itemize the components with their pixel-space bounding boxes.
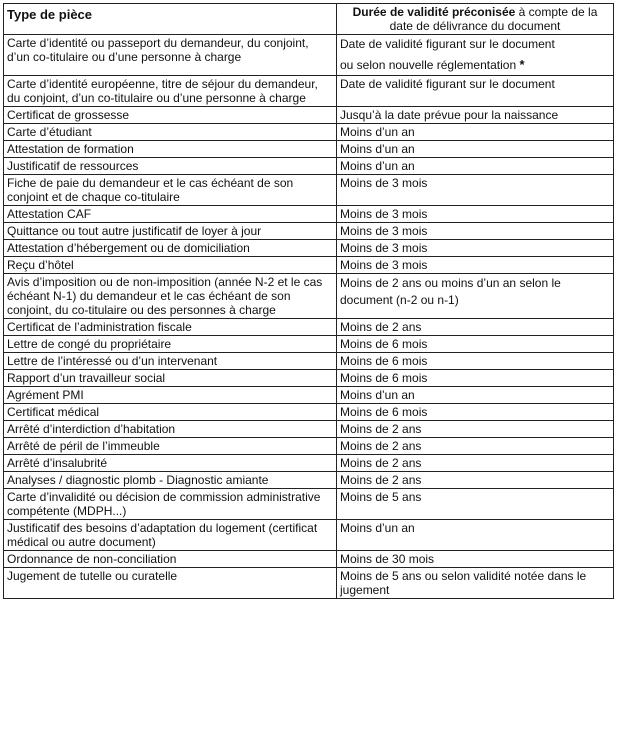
table-row [4,274,614,319]
duree-cell: Moins de 2 ans ou moins d’un an selon le document (n-2 ou n-1) [337,274,614,319]
table-row [4,551,614,568]
table-row [4,404,614,421]
table-row [4,472,614,489]
piece-cell: Justificatif des besoins d’adaptation du logement (certificat médical ou autre document) [4,520,337,551]
piece-cell: Certificat médical [4,404,337,421]
duree-cell: Jusqu’à la date prévue pour la naissance [337,107,614,124]
table-row [4,568,614,599]
piece-cell: Attestation CAF [4,206,337,223]
piece-cell: Agrément PMI [4,387,337,404]
piece-cell: Quittance ou tout autre justificatif de loyer à jour [4,223,337,240]
duree-cell: Moins de 30 mois [337,551,614,568]
table-header-row [4,4,614,35]
table-row [4,35,614,76]
table-row [4,370,614,387]
piece-cell: Fiche de paie du demandeur et le cas échéant de son conjoint et de chaque co-titulaire [4,175,337,206]
table-row [4,124,614,141]
piece-cell: Avis d’imposition ou de non-imposition (année N-2 et le cas échéant N-1) du demandeur et le cas échéant de son conjoint, du co-titulaire ou des personnes à charge [4,274,337,319]
validity-table [3,3,614,599]
piece-cell: Jugement de tutelle ou curatelle [4,568,337,599]
duree-cell [337,35,614,76]
table-row [4,240,614,257]
piece-cell: Ordonnance de non-conciliation [4,551,337,568]
piece-cell: Reçu d’hôtel [4,257,337,274]
header-duree-validite [337,4,614,35]
table-row [4,387,614,404]
piece-cell: Arrêté d’insalubrité [4,455,337,472]
duree-cell: Moins de 3 mois [337,223,614,240]
table-row [4,76,614,107]
table-row [4,319,614,336]
table-row [4,223,614,240]
table-row [4,107,614,124]
duree-cell: Moins d’un an [337,124,614,141]
piece-cell: Certificat de grossesse [4,107,337,124]
duree-cell: Moins de 3 mois [337,240,614,257]
duree-cell: Moins d’un an [337,158,614,175]
header-type-piece: Type de pièce [4,4,337,35]
table-row [4,353,614,370]
duree-cell: Moins de 6 mois [337,370,614,387]
duree-cell: Moins de 2 ans [337,472,614,489]
piece-cell: Rapport d’un travailleur social [4,370,337,387]
table-row [4,206,614,223]
piece-cell: Arrêté d’interdiction d’habitation [4,421,337,438]
table-row [4,257,614,274]
piece-cell: Justificatif de ressources [4,158,337,175]
duree-line-1: Date de validité figurant sur le document [340,37,555,51]
duree-cell: Date de validité figurant sur le document [337,76,614,107]
duree-line-2: ou selon nouvelle réglementation [340,58,517,72]
footnote-star: * [519,57,525,72]
duree-cell: Moins d’un an [337,387,614,404]
piece-cell: Attestation de formation [4,141,337,158]
table-row [4,438,614,455]
document-page [3,3,614,599]
table-row [4,421,614,438]
table-row [4,520,614,551]
duree-cell: Moins d’un an [337,141,614,158]
piece-cell: Certificat de l’administration fiscale [4,319,337,336]
table-row [4,158,614,175]
duree-cell: Moins de 2 ans [337,438,614,455]
piece-cell: Carte d’invalidité ou décision de commission administrative compétente (MDPH...) [4,489,337,520]
table-row [4,489,614,520]
piece-cell: Carte d’identité ou passeport du demandeur, du conjoint, d’un co-titulaire ou d’une personne à charge [4,35,337,76]
table-row [4,336,614,353]
piece-cell: Carte d’étudiant [4,124,337,141]
piece-cell: Carte d’identité européenne, titre de séjour du demandeur, du conjoint, d’un co-titulaire ou d’une personne à charge [4,76,337,107]
piece-cell: Analyses / diagnostic plomb - Diagnostic amiante [4,472,337,489]
piece-cell: Lettre de congé du propriétaire [4,336,337,353]
duree-cell: Moins d’un an [337,520,614,551]
duree-cell: Moins de 3 mois [337,206,614,223]
header-duree-bold: Durée de validité préconisée [352,5,516,19]
duree-cell: Moins de 6 mois [337,404,614,421]
table-row [4,455,614,472]
table-row [4,141,614,158]
duree-cell: Moins de 2 ans [337,421,614,438]
table-row [4,175,614,206]
piece-cell: Attestation d’hébergement ou de domiciliation [4,240,337,257]
duree-cell: Moins de 5 ans ou selon validité notée dans le jugement [337,568,614,599]
duree-cell: Moins de 2 ans [337,319,614,336]
duree-cell: Moins de 3 mois [337,175,614,206]
header-duree-rest: à compte de la date de délivrance du document [389,5,598,33]
duree-cell: Moins de 6 mois [337,336,614,353]
duree-cell: Moins de 2 ans [337,455,614,472]
piece-cell: Lettre de l’intéressé ou d’un intervenant [4,353,337,370]
duree-cell: Moins de 6 mois [337,353,614,370]
duree-cell: Moins de 3 mois [337,257,614,274]
piece-cell: Arrêté de péril de l’immeuble [4,438,337,455]
duree-cell: Moins de 5 ans [337,489,614,520]
